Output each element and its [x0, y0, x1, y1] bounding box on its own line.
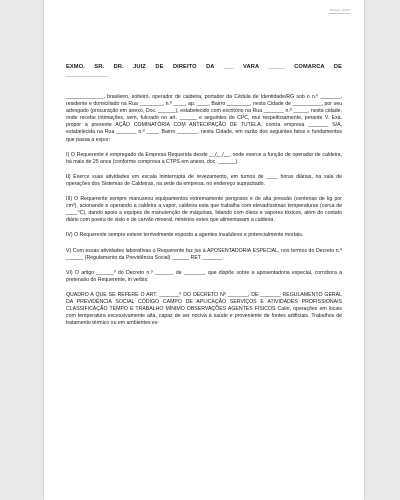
paragraph-i: I) O Requerente é empregado da Empresa Requerida desde __/__/__, onde exerce a função de operador de caldeira, há mais de 25 anos (conforme comprova a CTPS em anexo, doc. ______). [66, 151, 342, 165]
paragraph-iv: IV) O Requerente sempre esteve terrivelmente exposto a agentes insalubres e potencialmente mortais. [66, 232, 304, 239]
paragraph-v: V) Com essas atividades laboratívas o Requerente faz jus à APOSENTADORIA ESPECIAL, nos termos do Decreto n.º ______ (Regulamento da Previdência Social) ______ RET _______. [66, 247, 342, 261]
document-heading [66, 63, 342, 79]
heading-line-1: EXMO. SR. DR. JUIZ DE DIREITO DA ___ VARA _____ COMARCA DE [66, 64, 342, 70]
paragraph-ii: II) Exerce suas atividades em escala ininterrupta de revezamento, em turnos de ____ horas diárias, na sala de operações dos Sistemas de Caldeiras, na sede da empresa, no endereço supracitado. [66, 173, 342, 187]
page-stamp: Modelo: 0000 [329, 8, 350, 12]
paragraph-vi: VI) O artigo ______º do Decreto n.º ______, de _______, que dispõe sobre a aposentadoria especial, corrobora a pretensão do Requerente, in verbis: [66, 269, 342, 283]
document-body [66, 63, 342, 327]
quoted-table-paragraph: QUADRO A QUE SE REFERE O ART. _______º DO DECRETO Nº _______, DE _______ REGULAMENTO GERAL DA PREVIDÊNCIA SOCIAL CÓDIGO CAMPO DE APLICAÇÃO SERVIÇOS E ATIVIDADES PROFISSIONAIS CLASSIFICAÇÃO TEMPO E TRABALHO MÍNIMO OBSERVAÇÕES AGENTES FÍSICOS Calor, operações em locais com temperatura excessivamente alta, capaz de ser nociva à saúde e proveniente de fontes artificiais. Trabalhos de tratamento térmico ou em ambientes ex- [66, 291, 342, 327]
document-page [44, 0, 364, 500]
intro-paragraph: _____________, brasileiro, solteiro, operador de caldeira, portador da Cédula de Identidade/RG sob o n.º _______, residente e domiciliado na Rua ________, n.º ____, ap. ____, Bairro ________, nesta Cidade de __________, por seu advogado (procuração em anexo, Doc. ______), estabelecido com escritório na Rua _______ n.º _____, nesta cidade, onde recebe intimações, vem, fulcrado no art. ______ e seguintes do CPC, mui respeitosamente, perante V. Exa. propor a presente AÇÃO COMINATÓRIA COM ANTECIPAÇÃO DE TUTELA, contra empresa _______ S/A, estabelecida na Rua _______ n.º ____, Bairro _______, nesta Cidade, em razão dos seguintes fatos e fundamentos que passa a expor: [66, 94, 342, 143]
heading-line-2: _____________ [66, 72, 109, 78]
paragraph-iii: III) O Requerente sempre manuseou equipamentos extremamente perigosos e de alta pressão (centenas de kg por cm²), acionando e operando a caldeira a vapor, caldeira esta que trabalha com elevadíssimas temperaturas (cerca de ____°C), dando apoio a equipes de manutenção de máquinas, lidando com óleos e vapores tóxicos, além do contato diário com poeira de xisto e de carvão mineral, minérios estes que alimentavam a caldeira. [66, 196, 342, 224]
